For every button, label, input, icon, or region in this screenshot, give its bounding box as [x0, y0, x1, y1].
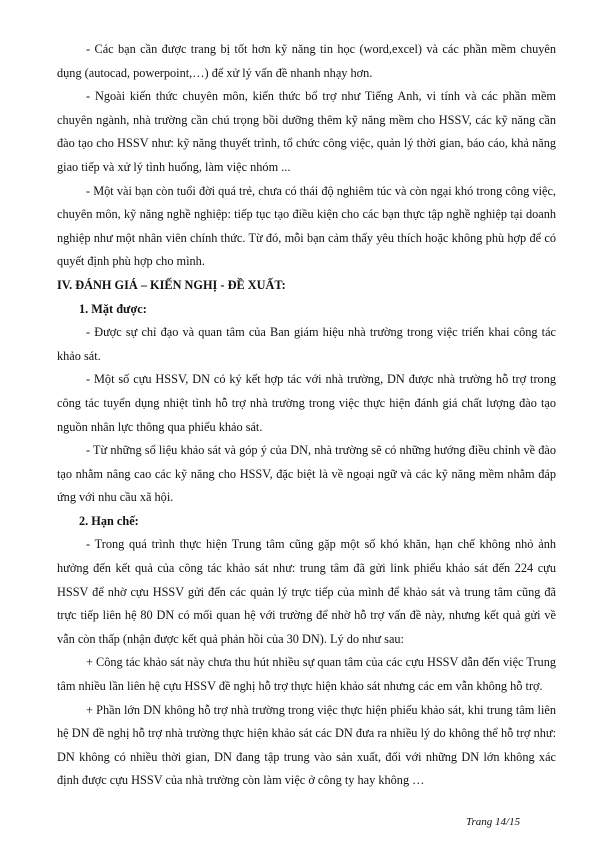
paragraph: + Công tác khảo sát này chưa thu hút nhiều sự quan tâm của các cựu HSSV dẫn đến việc Trung tâm nhiều lần liên hệ cựu HSSV đề nghị hỗ trợ thực hiện khảo sát nhưng các em vẫn không hỗ trợ.: [57, 655, 556, 694]
paragraph: - Các bạn cần được trang bị tốt hơn kỹ năng tin học (word,excel) và các phần mềm chuyên dụng (autocad, powerpoint,…) để xử lý vấn đề nhanh nhạy hơn.: [57, 42, 556, 80]
paragraph: - Từ những số liệu khảo sát và góp ý của DN, nhà trường sẽ có những hướng điều chỉnh về đào tạo nhằm nâng cao các kỹ năng cho HSSV, đặc biệt là về ngoại ngữ và các kỹ năng mềm nhằm đáp ứng với nhu cầu xã hội.: [57, 443, 556, 505]
paragraph: + Phần lớn DN không hỗ trợ nhà trường trong việc thực hiện phiếu khảo sát, khi trung tâm liên hệ DN đề nghị hỗ trợ nhà trường thực hiện khảo sát các DN đưa ra nhiều lý do không thể hỗ trợ như: DN không có nhiều thời gian, DN đang tập trung vào sản xuất, đối với những DN lớn không xác định được cựu HSSV của nhà trường còn làm việc ở công ty hay không …: [57, 702, 556, 788]
paragraph: - Trong quá trình thực hiện Trung tâm cũng gặp một số khó khăn, hạn chế không nhỏ ảnh hưởng đến kết quả của công tác khảo sát như: trung tâm đã gửi link phiếu khảo sát đến 224 cựu HSSV để nhờ cựu HSSV gửi đến các quản lý trực tiếp của mình để khảo sát và trung tâm cũng đã trực tiếp liên hệ 80 DN có mối quan hệ với trường để nhờ hỗ trợ vấn đề này, nhưng kết quả gửi về vẫn còn thấp (nhận được kết quả phản hồi của 30 DN). Lý do như sau:: [57, 537, 556, 646]
section-heading: IV. ĐÁNH GIÁ – KIẾN NGHỊ - ĐỀ XUẤT:: [57, 277, 286, 292]
subsection-heading: 2. Hạn chế:: [79, 513, 139, 528]
page-number: Trang 14/15: [466, 816, 521, 828]
subsection-heading: 1. Mặt được:: [79, 301, 147, 316]
paragraph: - Ngoài kiến thức chuyên môn, kiến thức bổ trợ như Tiếng Anh, vi tính và các phần mềm chuyên ngành, nhà trường cần chú trọng bồi dưỡng thêm kỹ năng mềm cho HSSV, các kỹ năng cần đào tạo cho HSSV như: kỹ năng thuyết trình, tổ chức công việc, quản lý thời gian, báo cáo, khả năng giao tiếp và xử lý tình huống, làm việc nhóm ...: [57, 89, 556, 174]
paragraph: - Một số cựu HSSV, DN có ký kết hợp tác với nhà trường, DN được nhà trường hỗ trợ trong công tác tuyển dụng nhiệt tình hỗ trợ nhà trường trong việc thực hiện đánh giá chất lượng đào tạo nguồn nhân lực thông qua phiếu khảo sát.: [57, 372, 556, 434]
paragraph: - Được sự chỉ đạo và quan tâm của Ban giám hiệu nhà trường trong việc triển khai công tác khảo sát.: [57, 325, 556, 363]
paragraph: - Một vài bạn còn tuổi đời quá trẻ, chưa có thái độ nghiêm túc và còn ngại khó trong công việc, chuyên môn, kỹ năng nghề nghiệp: tiếp tục tạo điều kiện cho các bạn thực tập nghề nghiệp tại doanh nghiệp như một nhân viên chính thức. Từ đó, mỗi bạn cảm thấy yêu thích hoặc không phù hợp để có quyết định phù hợp cho mình.: [57, 183, 556, 269]
page-content: [57, 38, 556, 793]
